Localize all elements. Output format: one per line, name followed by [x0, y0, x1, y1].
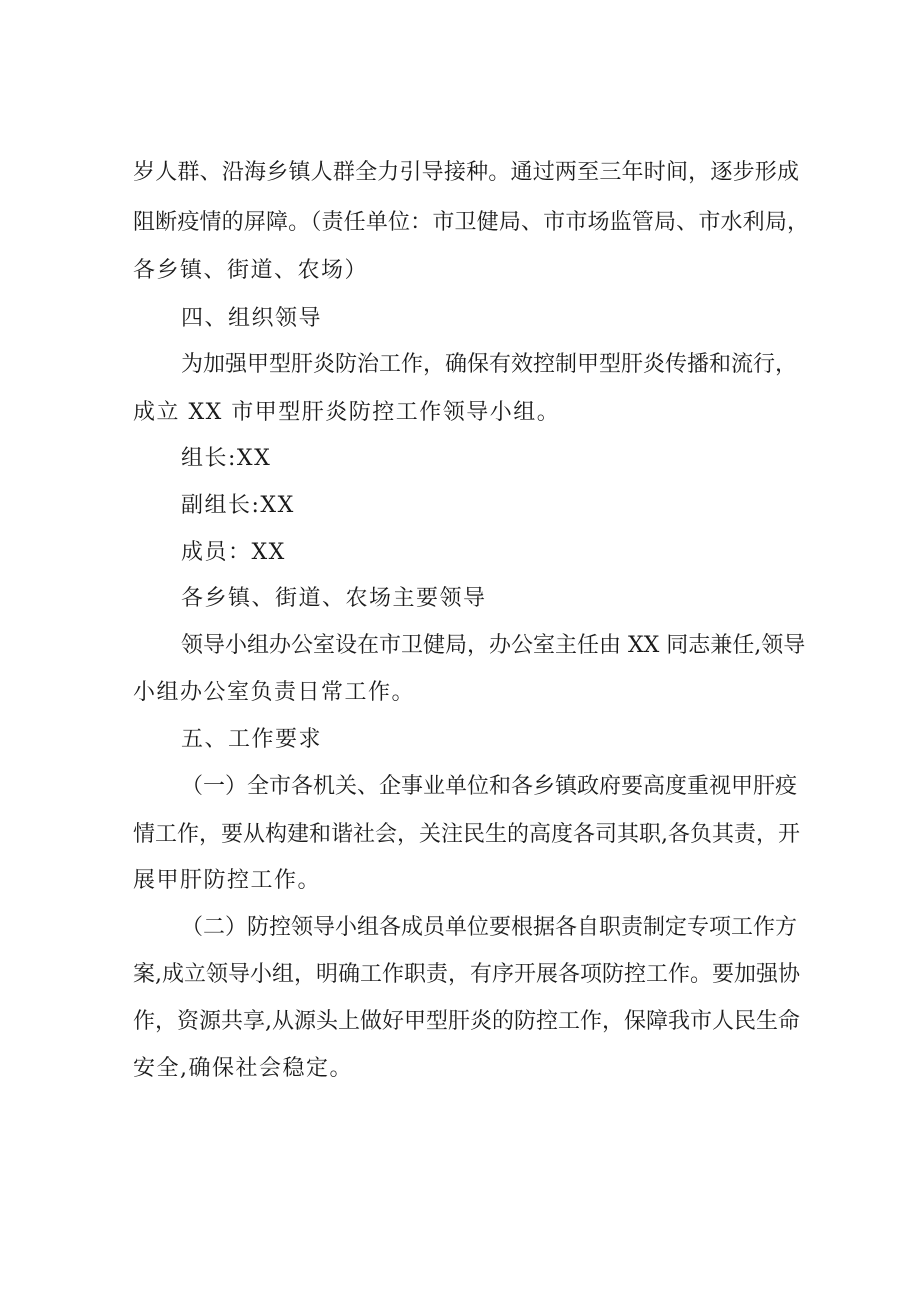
requirement-2-line-4: 安全,确保社会稳定。	[133, 1056, 353, 1081]
requirement-2-line-2: 案,成立领导小组，明确工作职责，有序开展各项防控工作。要加强协	[133, 962, 800, 987]
township-leaders: 各乡镇、街道、农场主要领导	[181, 586, 487, 611]
requirement-1-line-2: 情工作，要从构建和谐社会，关注民生的高度各司其职,各负其责，开	[133, 822, 800, 847]
paragraph-3-line-3: 各乡镇、街道、农场）	[133, 258, 369, 283]
group-members: 成员：XX	[181, 540, 286, 565]
paragraph-leadership-line-2: 成立 XX 市甲型肝炎防控工作领导小组。	[133, 400, 561, 425]
requirement-2-line-3: 作，资源共享,从源头上做好甲型肝炎的防控工作，保障我市人民生命	[133, 1009, 800, 1034]
paragraph-leadership-line-1: 为加强甲型肝炎防治工作，确保有效控制甲型肝炎传播和流行，	[181, 352, 798, 377]
paragraph-3-line-1: 岁人群、沿海乡镇人群全力引导接种。通过两至三年时间，逐步形成	[133, 160, 799, 185]
section-heading-5: 五、工作要求	[181, 727, 323, 752]
requirement-2-line-1: （二）防控领导小组各成员单位要根据各自职责制定专项工作方	[181, 915, 798, 940]
paragraph-3-line-2: 阻断疫情的屏障。（责任单位：市卫健局、市市场监管局、市水利局，	[133, 210, 809, 235]
deputy-group-leader: 副组长:XX	[181, 493, 295, 518]
section-heading-4: 四、组织领导	[181, 306, 323, 331]
office-paragraph-line-1: 领导小组办公室设在市卫健局，办公室主任由 XX 同志兼任,领导	[181, 633, 806, 658]
group-leader: 组长:XX	[181, 446, 272, 471]
office-paragraph-line-2: 小组办公室负责日常工作。	[133, 680, 416, 705]
requirement-1-line-1: （一）全市各机关、企事业单位和各乡镇政府要高度重视甲肝疫	[181, 774, 798, 799]
requirement-1-line-3: 展甲肝防控工作。	[133, 868, 322, 893]
